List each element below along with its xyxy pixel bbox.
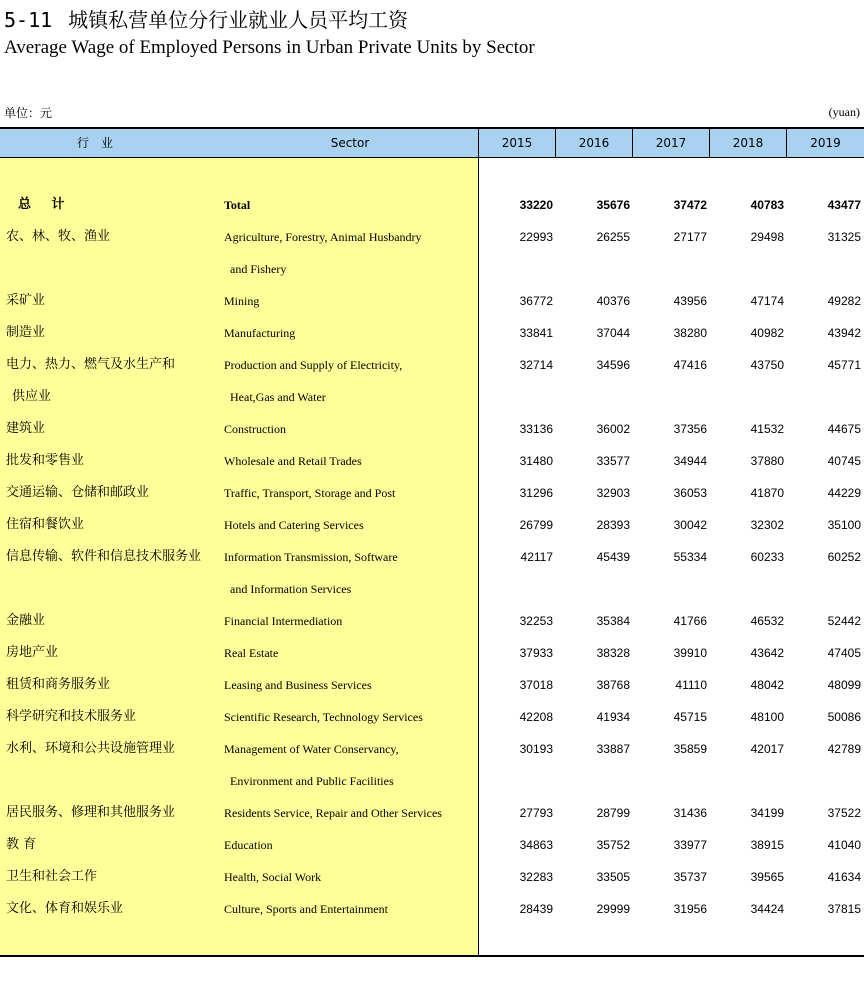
sector-name-en: Financial Intermediation <box>224 614 343 628</box>
wage-value-2019: 41040 <box>827 838 861 852</box>
sector-name-en: Environment and Public Facilities <box>230 774 394 788</box>
table-row-continuation <box>0 765 864 797</box>
wage-value-2016: 33505 <box>596 870 630 884</box>
sector-name-cn: 批发和零售业 <box>6 453 85 468</box>
wage-value-2016: 26255 <box>596 230 630 244</box>
table-row <box>0 797 864 829</box>
table-row <box>0 605 864 637</box>
table-bottom-rule <box>0 955 864 957</box>
sector-name-cn: 文化、体育和娱乐业 <box>6 901 124 916</box>
wage-value-2019: 44675 <box>827 422 861 436</box>
wage-value-2016: 35676 <box>596 198 630 212</box>
table-row <box>0 221 864 253</box>
wage-value-2015: 22993 <box>519 230 553 244</box>
sector-name-cn: 总 计 <box>18 197 73 212</box>
wage-value-2015: 30193 <box>519 742 553 756</box>
wage-value-2017: 47416 <box>673 358 707 372</box>
table-row <box>0 317 864 349</box>
wage-value-2015: 42117 <box>520 550 553 564</box>
wage-value-2016: 37044 <box>596 326 630 340</box>
wage-value-2015: 26799 <box>519 518 553 532</box>
table-row <box>0 349 864 381</box>
sector-name-cn: 信息传输、软件和信息技术服务业 <box>6 549 202 564</box>
wage-value-2019: 41634 <box>827 870 861 884</box>
wage-value-2017: 35737 <box>673 870 707 884</box>
sector-name-en: Production and Supply of Electricity, <box>224 358 403 372</box>
wage-value-2016: 41934 <box>596 710 630 724</box>
table-row <box>0 829 864 861</box>
wage-value-2018: 47174 <box>750 294 784 308</box>
wage-value-2016: 45439 <box>596 550 630 564</box>
sector-name-en: Traffic, Transport, Storage and Post <box>224 486 396 500</box>
wage-value-2018: 37880 <box>750 454 784 468</box>
header-sector-en: Sector <box>330 136 370 150</box>
sector-name-en: and Information Services <box>230 582 352 596</box>
wage-value-2018: 48100 <box>750 710 784 724</box>
header-year-2015: 2015 <box>501 136 533 150</box>
wage-value-2017: 27177 <box>673 230 707 244</box>
wage-value-2017: 34944 <box>673 454 707 468</box>
wage-value-2015: 42208 <box>519 710 553 724</box>
sector-name-en: Total <box>224 198 251 212</box>
table-row <box>0 733 864 765</box>
sector-name-cn: 居民服务、修理和其他服务业 <box>6 805 176 820</box>
sector-name-en: Wholesale and Retail Trades <box>224 454 362 468</box>
wage-value-2015: 36772 <box>519 294 553 308</box>
wage-value-2015: 33220 <box>519 198 553 212</box>
header-year-2018: 2018 <box>732 136 764 150</box>
sector-name-cn: 金融业 <box>6 613 46 628</box>
table-row <box>0 861 864 893</box>
wage-value-2015: 31296 <box>519 486 553 500</box>
table-row <box>0 477 864 509</box>
wage-value-2017: 30042 <box>673 518 707 532</box>
wage-value-2018: 60233 <box>750 550 784 564</box>
sector-name-en: Manufacturing <box>224 326 296 340</box>
wage-value-2016: 32903 <box>596 486 630 500</box>
sector-name-cn: 租赁和商务服务业 <box>6 677 111 692</box>
sector-name-en: Real Estate <box>224 646 279 660</box>
wage-value-2018: 42017 <box>750 742 784 756</box>
wage-value-2015: 28439 <box>519 902 553 916</box>
wage-value-2017: 37356 <box>673 422 707 436</box>
sector-name-cn: 科学研究和技术服务业 <box>6 709 137 724</box>
wage-value-2015: 34863 <box>519 838 553 852</box>
wage-value-2018: 48042 <box>750 678 784 692</box>
wage-value-2015: 33841 <box>519 326 553 340</box>
wage-value-2019: 47405 <box>827 646 861 660</box>
sector-name-cn: 建筑业 <box>6 421 46 436</box>
wage-value-2018: 41532 <box>750 422 784 436</box>
wage-value-2016: 29999 <box>596 902 630 916</box>
wage-value-2015: 31480 <box>519 454 553 468</box>
wage-value-2017: 45715 <box>673 710 707 724</box>
wage-value-2018: 46532 <box>750 614 784 628</box>
sector-name-cn: 住宿和餐饮业 <box>6 517 85 532</box>
wage-value-2018: 34199 <box>750 806 784 820</box>
sector-name-cn: 房地产业 <box>6 645 59 660</box>
wage-value-2016: 33577 <box>596 454 630 468</box>
sector-name-en: Residents Service, Repair and Other Services <box>224 806 442 820</box>
wage-value-2018: 32302 <box>750 518 784 532</box>
wage-value-2015: 33136 <box>519 422 553 436</box>
header-year-2019: 2019 <box>810 136 841 150</box>
wage-value-2019: 45771 <box>827 358 861 372</box>
header-year-2017: 2017 <box>655 136 687 150</box>
unit-label-en: (yuan) <box>828 105 860 119</box>
wage-value-2015: 37018 <box>519 678 553 692</box>
sector-name-cn: 电力、热力、燃气及水生产和 <box>6 357 176 372</box>
wage-value-2017: 39910 <box>673 646 707 660</box>
wage-value-2018: 40783 <box>750 198 784 212</box>
table-row <box>0 445 864 477</box>
wage-value-2019: 37815 <box>827 902 861 916</box>
wage-value-2019: 43477 <box>827 198 861 212</box>
wage-value-2015: 37933 <box>519 646 553 660</box>
wage-value-2015: 27793 <box>519 806 553 820</box>
wage-value-2015: 32253 <box>519 614 553 628</box>
table-row <box>0 637 864 669</box>
wage-value-2016: 40376 <box>596 294 630 308</box>
page-title-cn <box>4 4 408 33</box>
wage-value-2016: 35384 <box>596 614 630 628</box>
wage-value-2016: 38328 <box>596 646 630 660</box>
sector-name-en: Construction <box>224 422 286 436</box>
sector-name-cn: 采矿业 <box>6 293 46 308</box>
sector-name-cn: 水利、环境和公共设施管理业 <box>6 741 176 756</box>
sector-name-cn: 交通运输、仓储和邮政业 <box>6 485 150 500</box>
sector-name-en: Education <box>224 838 273 852</box>
sector-name-en: Leasing and Business Services <box>224 678 372 692</box>
wage-value-2017: 35859 <box>673 742 707 756</box>
wage-value-2017: 33977 <box>673 838 707 852</box>
wage-value-2019: 40745 <box>827 454 861 468</box>
wage-value-2017: 31436 <box>673 806 707 820</box>
table-row-continuation <box>0 573 864 605</box>
wage-value-2016: 28393 <box>596 518 630 532</box>
sector-name-cn: 教 育 <box>6 837 37 852</box>
sector-name-en: and Fishery <box>230 262 287 276</box>
wage-value-2018: 39565 <box>750 870 784 884</box>
table-header <box>0 129 864 158</box>
wage-value-2016: 33887 <box>596 742 630 756</box>
wage-value-2016: 38768 <box>596 678 630 692</box>
sector-name-en: Management of Water Conservancy, <box>224 742 399 756</box>
header-sector-cn: 行 业 <box>76 136 113 150</box>
table-row-continuation <box>0 253 864 285</box>
table-row <box>0 285 864 317</box>
wage-value-2019: 50086 <box>827 710 861 724</box>
table-row <box>0 893 864 925</box>
wage-value-2017: 37472 <box>673 198 707 212</box>
wage-value-2019: 35100 <box>827 518 861 532</box>
unit-label-cn: 单位：元 <box>4 106 53 120</box>
sector-name-en: Agriculture, Forestry, Animal Husbandry <box>224 230 422 244</box>
wage-value-2017: 41766 <box>673 614 707 628</box>
sector-name-en: Mining <box>224 294 260 308</box>
wage-value-2018: 43642 <box>750 646 784 660</box>
sector-name-cn: 卫生和社会工作 <box>6 869 98 884</box>
sector-name-cn: 供应业 <box>12 389 52 404</box>
sector-name-en: Scientific Research, Technology Services <box>224 710 423 724</box>
wage-value-2016: 34596 <box>596 358 630 372</box>
header-year-2016: 2016 <box>578 136 610 150</box>
wage-value-2019: 31325 <box>827 230 861 244</box>
table-row-continuation <box>0 381 864 413</box>
wage-value-2018: 38915 <box>750 838 784 852</box>
wage-value-2017: 38280 <box>673 326 707 340</box>
table-row <box>0 413 864 445</box>
title-cn-text: 城镇私营单位分行业就业人员平均工资 <box>68 8 409 32</box>
table-row-total <box>0 189 864 221</box>
wage-value-2018: 29498 <box>750 230 784 244</box>
wage-value-2019: 48099 <box>827 678 861 692</box>
sector-name-cn: 农、林、牧、渔业 <box>6 229 111 244</box>
wage-value-2016: 35752 <box>596 838 630 852</box>
wage-value-2017: 43956 <box>673 294 707 308</box>
wage-value-2018: 43750 <box>750 358 784 372</box>
wage-value-2016: 36002 <box>596 422 630 436</box>
wage-value-2015: 32283 <box>519 870 553 884</box>
wage-value-2019: 60252 <box>827 550 861 564</box>
sector-name-cn: 制造业 <box>6 325 46 340</box>
wage-value-2017: 36053 <box>673 486 707 500</box>
table-row <box>0 669 864 701</box>
sector-name-en: Health, Social Work <box>224 870 322 884</box>
sector-name-en: Information Transmission, Software <box>224 550 398 564</box>
wage-value-2019: 49282 <box>827 294 861 308</box>
wage-value-2015: 32714 <box>519 358 553 372</box>
sector-name-en: Hotels and Catering Services <box>224 518 364 532</box>
wage-value-2018: 40982 <box>750 326 784 340</box>
wage-value-2016: 28799 <box>596 806 630 820</box>
wage-value-2017: 55334 <box>673 550 707 564</box>
table-number: 5-11 <box>4 8 53 32</box>
wage-value-2017: 31956 <box>673 902 707 916</box>
sector-name-en: Heat,Gas and Water <box>230 390 326 404</box>
wage-value-2018: 34424 <box>750 902 784 916</box>
wage-table <box>0 127 864 957</box>
sector-name-en: Culture, Sports and Entertainment <box>224 902 388 916</box>
wage-value-2019: 44229 <box>827 486 861 500</box>
wage-value-2019: 43942 <box>827 326 861 340</box>
wage-value-2018: 41870 <box>750 486 784 500</box>
wage-value-2017: 41110 <box>675 678 707 692</box>
wage-value-2019: 52442 <box>827 614 861 628</box>
table-row <box>0 509 864 541</box>
page-title-en: Average Wage of Employed Persons in Urban Private Units by Sector <box>4 37 535 58</box>
table-row <box>0 541 864 573</box>
table-row <box>0 701 864 733</box>
wage-value-2019: 42789 <box>827 742 861 756</box>
wage-value-2019: 37522 <box>827 806 861 820</box>
